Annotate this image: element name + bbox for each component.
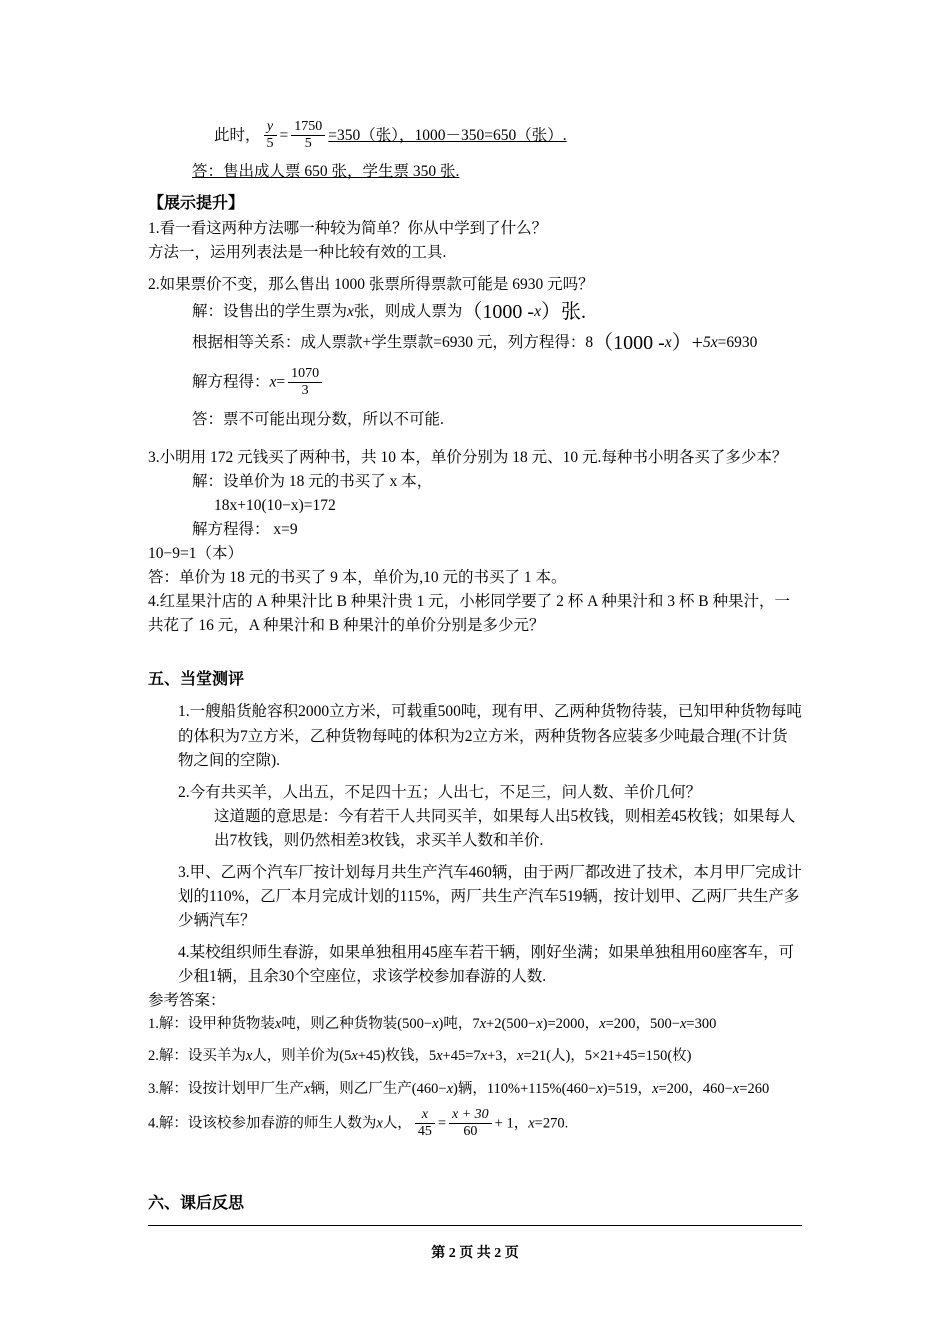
formula-tail: =350（张），1000－350=650（张）. [328, 127, 567, 145]
question-3: 3.小明用 172 元钱买了两种书，共 10 本，单价分别为 18 元、10 元.每种书小明各买了多少本？ [148, 448, 788, 466]
test-question-4: 4.某校组织师生春游，如果单独租用45座车若干辆，刚好坐满；如果单独租用60座客车，可少租1辆，且余30个空座位，求该学校参加春游的人数. [178, 943, 795, 985]
heading-display-improve: 【展示提升】 [148, 195, 245, 213]
page-footer: 第 2 页 共 2 页 [431, 1246, 519, 1261]
question-2: 2.如果票价不变，那么售出 1000 张票所得票款可能是 6930 元吗？ [148, 276, 594, 294]
question-2-solution-b: 根据相等关系：成人票款+学生票款=6930 元，列方程得：8（1000 -x）+5x=6930 [192, 332, 758, 355]
question-2-solution-c: 解方程得：x= $\frac{1070}{3}$ [148, 367, 802, 399]
fraction-x-plus-30-over-60: $\frac{x + 30}{60}$ [449, 1107, 492, 1139]
heading-class-test: 五、当堂测评 [148, 670, 245, 688]
answer-3: 3.解：设按计划甲厂生产x辆，则乙厂生产(460−x)辆，110%+115%(460−x)=519，x=200，460−x=260 [148, 1080, 770, 1097]
fraction-y-over-5: $\frac{y}{5}$ [264, 119, 277, 151]
question-2-answer: 答：票不可能出现分数，所以不可能. [192, 410, 444, 428]
question-2-solution-a: 解：设售出的学生票为x张，则成人票为（1000 -x）张. [192, 301, 586, 324]
question-1a: 1.看一看这两种方法哪一种较为简单？你从中学到了什么？ [148, 220, 548, 238]
heading-reflection: 六、课后反思 [148, 1195, 245, 1213]
formula-line-1 [148, 120, 802, 152]
fraction-1070-over-3: $\frac{1070}{3}$ [288, 366, 322, 398]
answer-2: 2.解：设买羊为x人，则羊价为(5x+45)枚钱，5x+45=7x+3，x=21(人)，5×21+45=150(枚) [148, 1048, 692, 1065]
test-question-2: 2.今有共买羊，人出五，不足四十五；人出七，不足三，问人数、羊价几何？ [178, 783, 702, 801]
question-1b: 方法一，运用列表法是一种比较有效的工具. [148, 244, 447, 262]
test-question-1: 1.一艘船货舱容积2000立方米，可载重500吨，现有甲、乙两种货物待装，已知甲种货物每吨的体积为7立方米，乙种货物每吨的体积为2立方米，两种货物各应装多少吨最合理(不计货物之间的空隙). [178, 703, 802, 769]
question-3-solve: 解方程得： x=9 [192, 520, 298, 538]
footer-divider [148, 1225, 802, 1226]
test-question-2-explanation: 这道题的意思是：今有若干人共同买羊，如果每人出5枚钱，则相差45枚钱；如果每人出7枚钱，则仍然相差3枚钱，求买羊人数和羊价. [214, 807, 796, 849]
answer-line-1: 答：售出成人票 650 张，学生票 350 张. [192, 163, 460, 181]
question-3-calc: 10−9=1（本） [148, 544, 243, 562]
question-4: 4.红星果汁店的 A 种果汁比 B 种果汁贵 1 元，小彬同学要了 2 杯 A 种果汁和 3 杯 B 种果汁，一共花了 16 元，A 种果汁和 B 种果汁的单价分别是多少元？ [148, 592, 790, 634]
fraction-1750-over-5: $\frac{1750}{5}$ [291, 119, 325, 151]
equals-sign-1: = [279, 127, 289, 145]
fraction-x-over-45: $\frac{x}{45}$ [415, 1107, 435, 1139]
formula-prefix: 此时， [214, 127, 261, 145]
question-3-equation: 18x+10(10−x)=172 [214, 496, 336, 514]
answers-heading: 参考答案： [148, 991, 226, 1009]
question-3-answer: 答：单价为 18 元的书买了 9 本，单价为,10 元的书买了 1 本。 [148, 568, 567, 586]
answer-4: 4.解：设该校参加春游的师生人数为x人， $\frac{x}{45}$ = $\frac{x + 30}{60}$ + 1，x=270. [148, 1107, 569, 1139]
test-question-3: 3.甲、乙两个汽车厂按计划每月共生产汽车460辆，由于两厂都改进了技术，本月甲厂完成计划的110%，乙厂本月完成计划的115%，两厂共生产汽车519辆，按计划甲、乙两厂共生产多少辆汽车？ [178, 863, 802, 929]
question-3-solution-a: 解：设单价为 18 元的书买了 x 本， [192, 472, 433, 490]
answer-1: 1.解：设甲种货物装x吨，则乙种货物装(500−x)吨，7x+2(500−x)=2000，x=200，500−x=300 [148, 1015, 717, 1032]
